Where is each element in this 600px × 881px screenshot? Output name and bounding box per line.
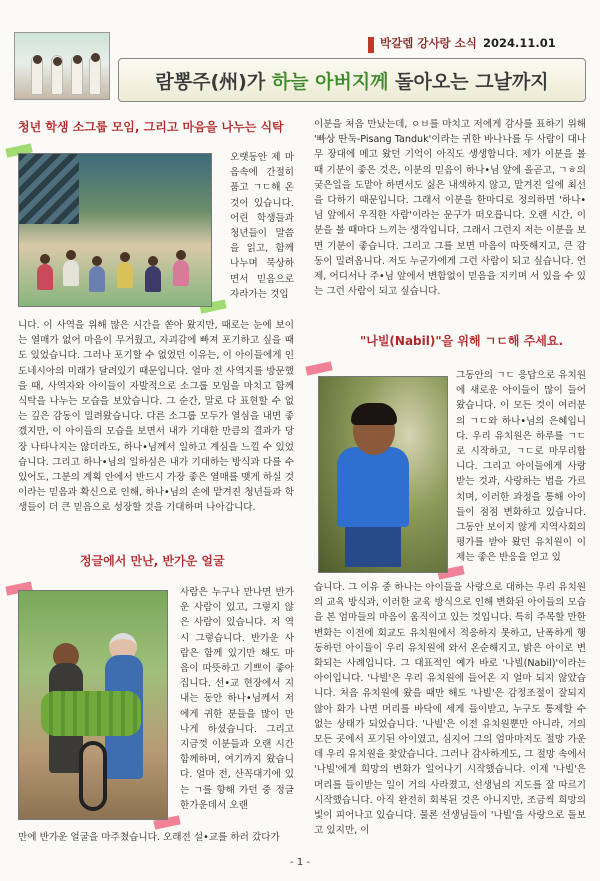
header-family-photo — [14, 32, 110, 100]
newsletter-date: 2024.11.01 — [483, 36, 556, 50]
newsletter-accent-bar — [368, 37, 374, 53]
small-group-photo — [18, 153, 212, 307]
page-title: 람뽕주(州)가 하늘 아버지께 돌아오는 그날까지 — [155, 70, 549, 93]
section2-text-right: 사람은 누구나 만나면 반가운 사람이 있고, 그렇지 않은 사람이 있습니다. 저 역시 그렇습니다. 반가운 사람은 함께 있기만 해도 마음이 따뜻하고 기쁘이 좋아집니다. 선•교 현장에서 지내는 동안 하나•님께서 저에게 귀한 분들을 많이 만나게 하셨습니다. 그리고 지금껏 이분들과 오랜 시간 함께하며, 여기까지 왔습니다. 얼마 전, 산꼭대기에 있는 ㄱ를 향해 가던 중 정글 한가운데서 오랜 — [180, 587, 294, 811]
title-box — [118, 58, 586, 102]
section1-text-right: 오랫동안 제 마음속에 간절히 품고 ㄱㄷ해 온 것이 있습니다. 어린 학생들과 청년들이 말씀을 읽고, 함께 나누며 묵상하면서 믿음으로 자라가는 것입 — [230, 152, 294, 300]
nabil-photo — [318, 376, 448, 573]
column2-top-text: 이분을 처음 만났는데, ㅇㅂ를 마치고 저에게 감사를 표하기 위해 '빠상 딴둑-Pisang Tanduk'이라는 귀한 바나나를 두 사람이 대나무 장대에 메고 왔던 기억이 아직도 생생합니다. 제가 이분을 볼 때 기분이 좋은 것은, 이분의 믿음이 하나•님 앞에 올곧고, ㄱㅎ의 궂은일을 도맡아 하면서도 싫은 내색하지 않고, 맡겨진 일에 최선을 다하기 때문입니다. 그래서 이분을 한마디로 정의하면 '하나•님 앞에서 우직한 사람'이라는 문구가 떠오릅니다. 오랜 시간, 이분을 볼 때마다 느끼는 생각입니다. 그래서 그런지 저는 이분을 보면 기분이 좋습니다. 그리고 그를 보면 마음이 따뜻해지고, 큰 감동이 밀려옵니다. 저도 누군가에게 그런 사람이 되고 싶습니다. 언제, 어디서나 주•님 앞에서 변함없이 믿음을 지키며 서 있을 수 있는 그런 사람이 되고 싶습니다. — [314, 119, 586, 298]
page-number: - 1 - — [290, 857, 310, 868]
newsletter-name: 박갈렙 강사랑 소식 — [380, 36, 477, 50]
section1-text: 니다. 이 사역을 위해 많은 시간을 쏟아 왔지만, 때로는 눈에 보이는 열매가 없어 마음이 무거웠고, 자괴감에 빠져 포기하고 싶을 때도 있었습니다. 그러나 포기할 수 없었던 이유는, 이 아이들에게 인도네시아의 미래가 달려있기 때문입니다. 얼마 전 사역지를 방문했을 때, 사역자와 아이들이 자발적으로 소그룹 모임을 마치고 함께 식탁을 나누는 모습을 보았습니다. 그 순간, 말로 다 표현할 수 없는 깊은 감동이 밀려왔습니다. 다른 소그룹 모두가 열심을 내면 좋겠지만, 이 아이들의 모습을 보면서 내가 기대한 만큼의 결과가 당장 나타나지는 않더라도, 하나•님께서 일하고 계심을 느낄 수 있었습니다. 그리고 하나•님의 일하심은 내가 기대하는 방식과 다를 수 있어도, 그분의 계획 안에서 반드시 가장 좋은 열매를 맺게 하실 것이라는 믿음과 확신으로 인해, 하나•님의 손에 맡겨진 청년들과 학생들이 더 큰 믿음으로 성장할 것을 기대하며 나아갑니다. — [18, 320, 294, 514]
section-heading-nabil: "나빌(Nabil)"을 위해 ㄱㄷ해 주세요. — [360, 334, 564, 348]
section-heading-small-group: 청년 학생 소그룹 모임, 그리고 마음을 나누는 식탁 — [18, 120, 284, 134]
section2-text-bottom: 만에 반가운 얼굴을 마주쳤습니다. 오래전 설•교를 하러 갔다가 — [18, 832, 280, 843]
section3-text-right: 그동안의 ㄱㄷ 응답으로 유치원에 새로운 아이들이 많이 들어왔습니다. 이 모든 것이 여러분의 ㄱㄷ와 하나•님의 은혜입니다. 우리 유치원은 하루를 ㄱㄷ로 시작하고, ㄱㄷ로 마무리합니다. 그리고 아이들에게 사랑받는 것과, 사랑하는 법을 가르치며, 이러한 과정을 통해 아이들이 점점 변화하고 있습니다. 그동안 보이지 않게 지역사회의 평가를 받아 왔던 유치원이 이제는 좋은 반응을 얻고 있 — [456, 370, 586, 564]
section-heading-jungle: 정글에서 만난, 반가운 얼굴 — [80, 554, 225, 568]
jungle-meeting-photo — [18, 590, 168, 820]
tape-decoration — [305, 361, 332, 375]
section3-text: 습니다. 그 이유 중 하나는 아이들을 사랑으로 대하는 우리 유치원의 교육 방식과, 이러한 교육 방식으로 인해 변화된 아이들의 모습을 본 엄마들의 마음이 움직이고 있는 것입니다. 특히 주목할 만한 변화는 이전에 회교도 유치원에서 적응하지 못하고, 난폭하게 행동하던 아이들이 우리 유치원에 와서 온순해지고, 밝은 아이로 변화되는 사례입니다. 그 대표적인 예가 바로 '나빌(Nabil)'이라는 아이입니다. '나빌'은 우리 유치원에 들어온 지 얼마 되지 않았습니다. 처음 유치원에 왔을 때만 해도 '나빌'은 감정조절이 잘되지 않아 화가 나면 머리를 바닥에 세게 들이받고, 누구도 통제할 수 없는 상태가 되었습니다. '나빌'은 이전 유치원뿐만 아니라, 거의 모든 곳에서 포기된 아이였고, 심지어 그의 엄마마저도 절망 가운데 우리 유치원을 찾았습니다. 그러나 감사하게도, 그 절망 속에서 '나빌'에게 희망의 변화가 일어나기 시작했습니다. 이제 '나빌'은 머리를 들이받는 일이 거의 사라졌고, 선생님의 지도를 잘 따르기 시작했습니다. 아직 완전히 회복된 것은 아니지만, 조금씩 희망의 빛이 피어나고 있습니다. 물론 선생님들이 '나빌'을 사랑으로 돌보고 있지만, 이 — [314, 582, 586, 837]
